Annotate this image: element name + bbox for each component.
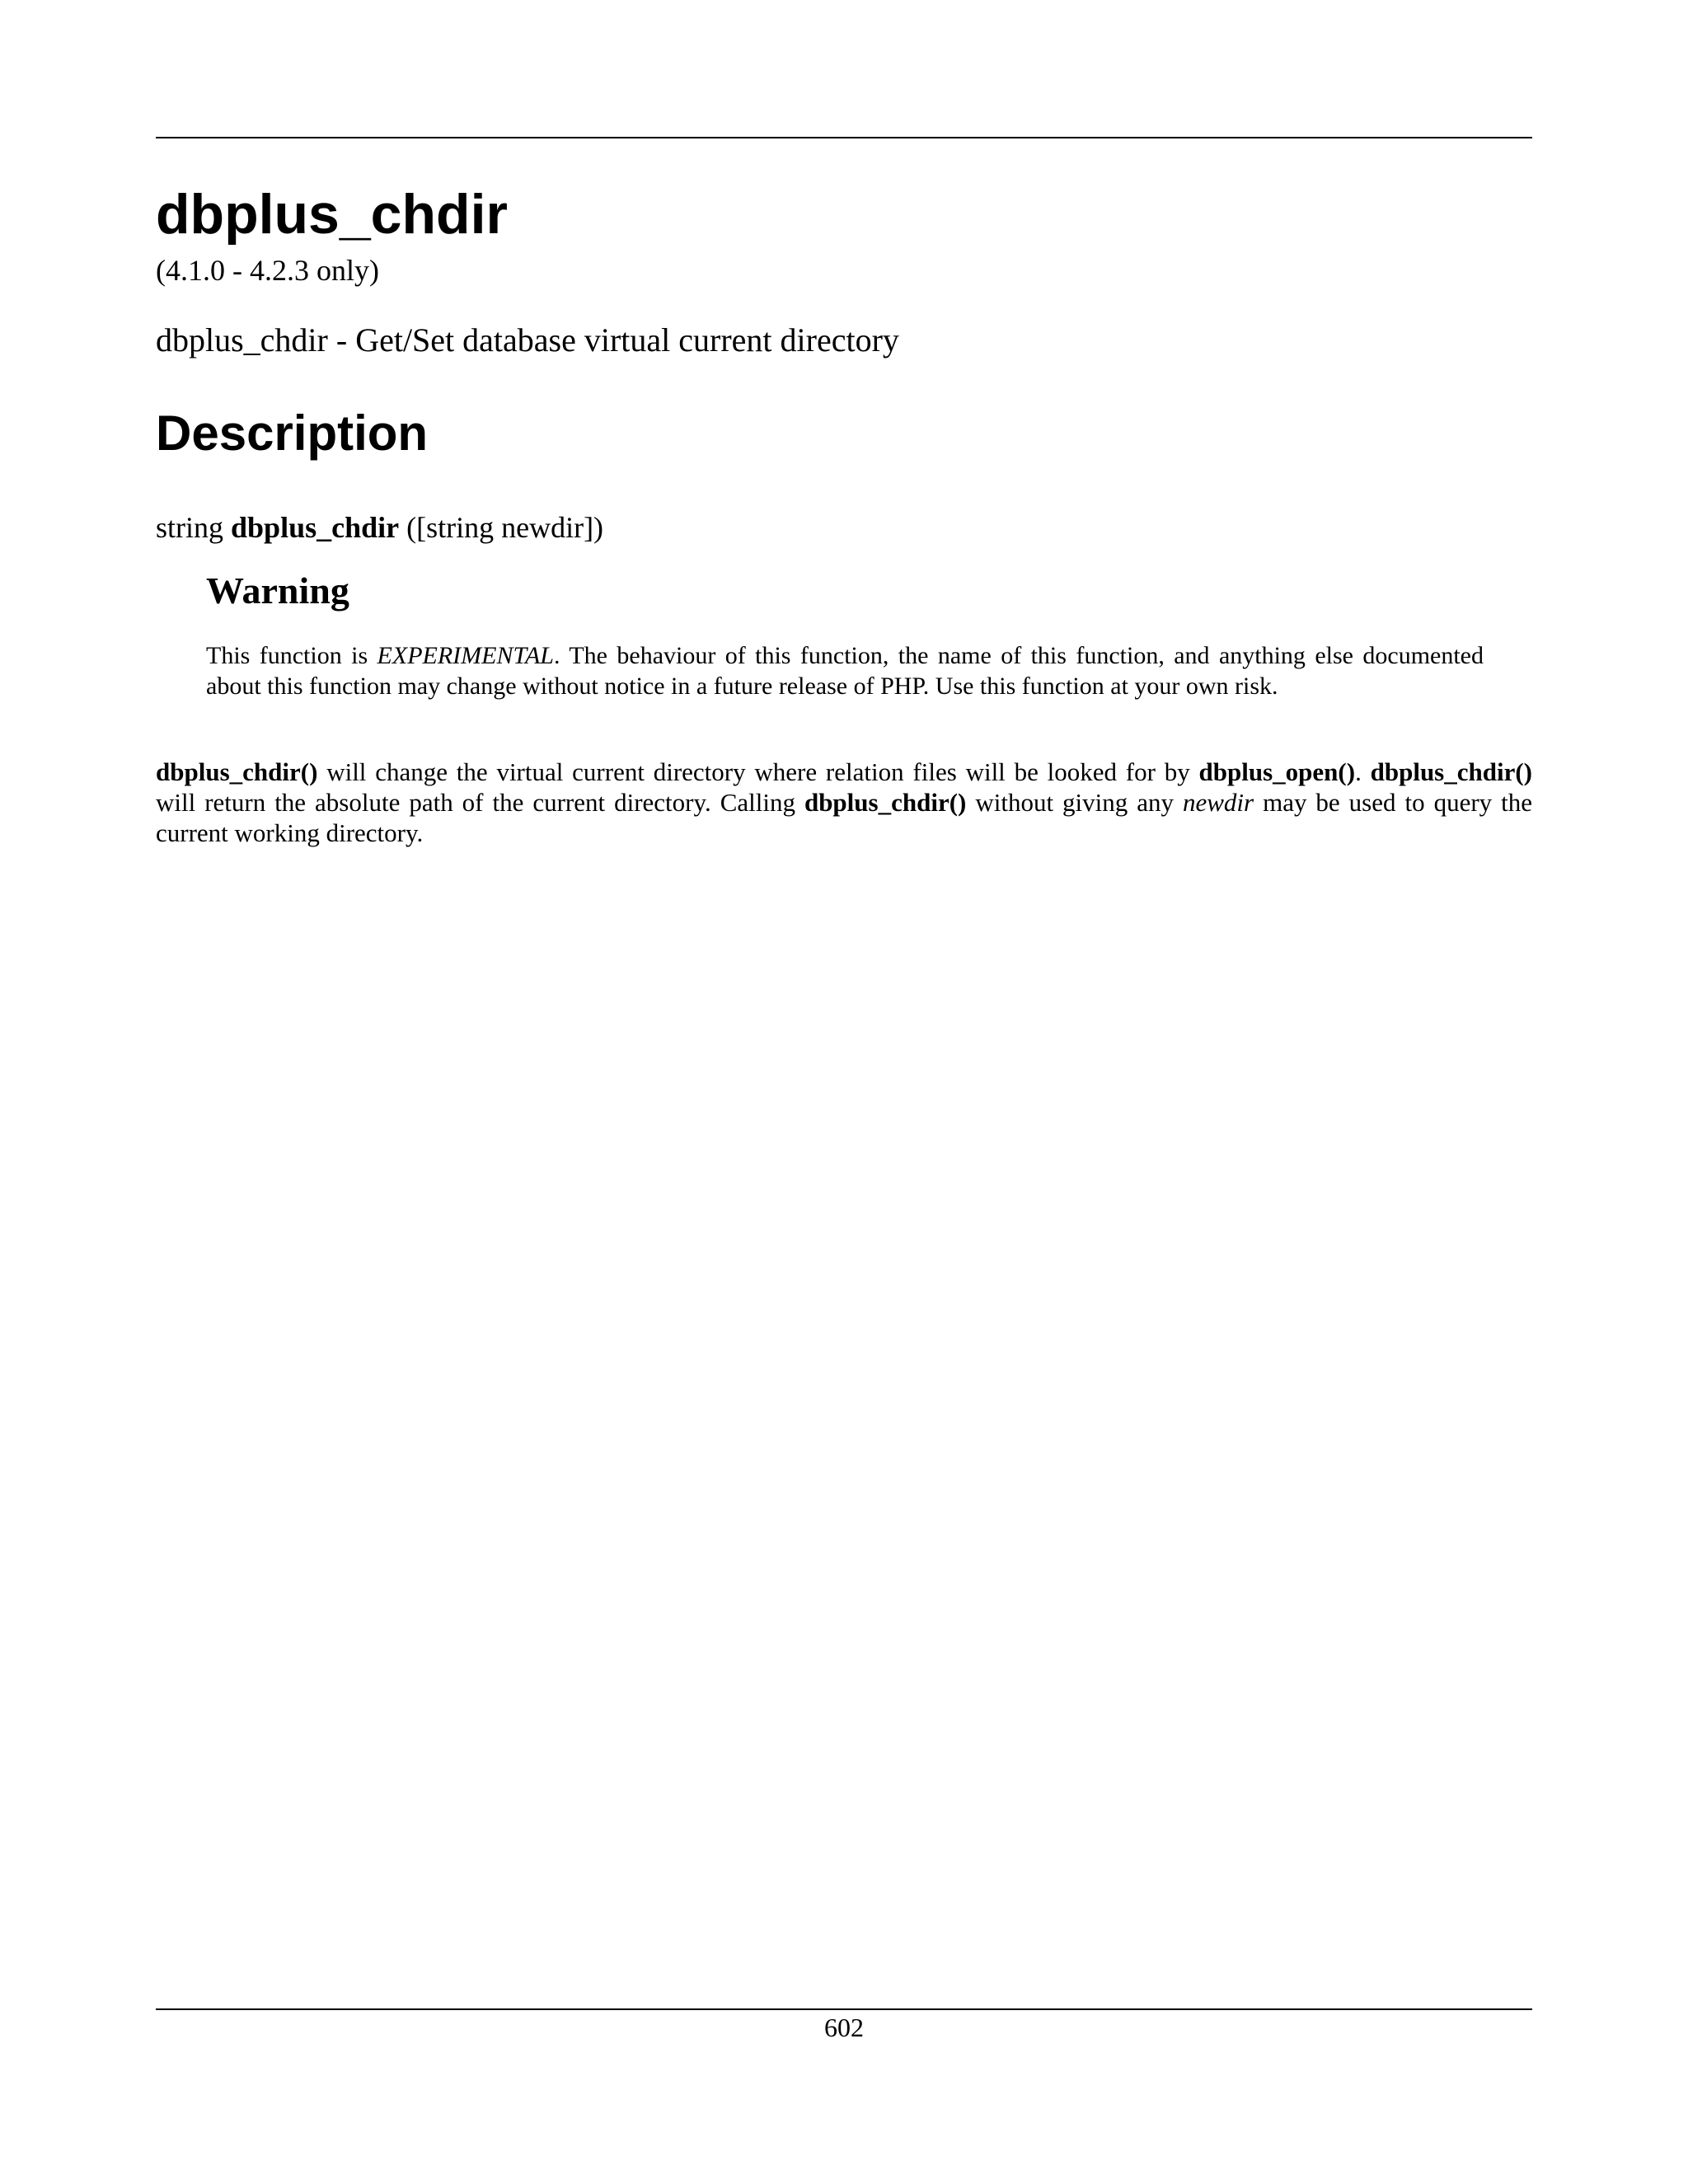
warning-text-before: This function is <box>206 642 377 669</box>
function-ref-chdir-1: dbplus_chdir() <box>156 757 318 786</box>
description-paragraph <box>156 757 1532 848</box>
warning-text-after: . The behaviour of this function, the name of this function, and anything else documented about this function may change without notice in a future release of PHP. Use this function at your own risk. <box>206 642 1484 700</box>
header-rule <box>156 137 1532 138</box>
version-info: (4.1.0 - 4.2.3 only) <box>156 254 379 287</box>
warning-heading: Warning <box>206 569 349 612</box>
section-heading-description: Description <box>156 405 429 461</box>
paragraph-text-4: without giving any <box>966 788 1183 817</box>
function-purpose: dbplus_chdir - Get/Set database virtual current directory <box>156 321 899 359</box>
paragraph-text-2: . <box>1355 757 1371 786</box>
function-ref-open: dbplus_open() <box>1198 757 1356 786</box>
synopsis-params: ([string newdir]) <box>399 511 604 544</box>
synopsis-function-name: dbplus_chdir <box>231 511 400 544</box>
paragraph-text-5: may be used to query the current working directory. <box>156 788 1532 847</box>
warning-emphasis: EXPERIMENTAL <box>377 642 554 669</box>
page-title: dbplus_chdir <box>156 183 508 246</box>
paragraph-text-3: will return the absolute path of the current directory. Calling <box>156 788 804 817</box>
function-ref-chdir-3: dbplus_chdir() <box>804 788 967 817</box>
function-synopsis <box>156 513 603 542</box>
function-ref-chdir-2: dbplus_chdir() <box>1370 757 1533 786</box>
warning-text <box>206 640 1484 701</box>
page-number: 602 <box>824 2013 864 2042</box>
paragraph-text-1: will change the virtual current directory where relation files will be looked for by <box>317 757 1199 786</box>
synopsis-return-type: string <box>156 511 232 544</box>
parameter-newdir: newdir <box>1182 788 1254 817</box>
